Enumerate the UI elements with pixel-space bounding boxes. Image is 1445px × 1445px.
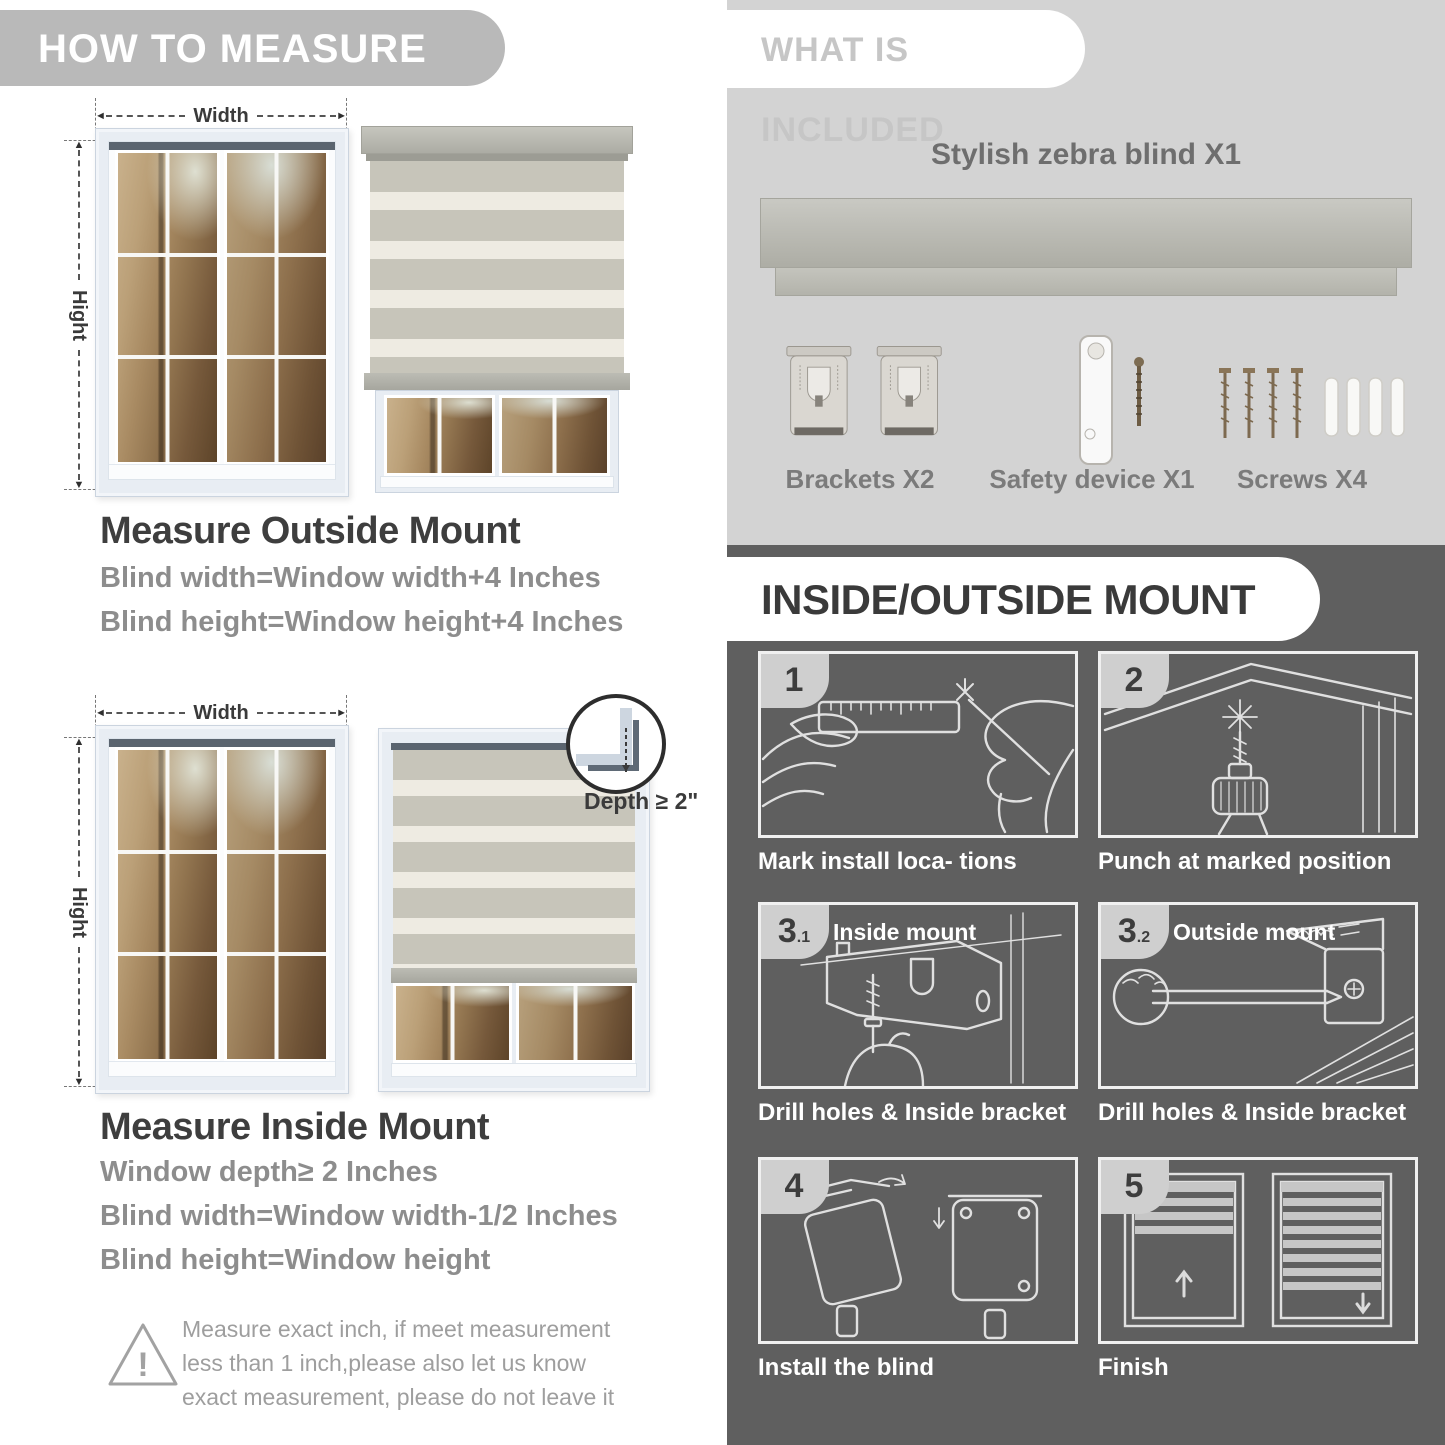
peek-door-left [384, 395, 495, 476]
step-4-panel [758, 1157, 1078, 1344]
how-to-measure-header: HOW TO MEASURE [0, 10, 505, 86]
blind-stripes [370, 161, 624, 373]
window-illustration-inside [95, 725, 349, 1094]
brackets-icon [785, 342, 945, 446]
dashed-line [106, 712, 185, 714]
how-to-measure-section [0, 0, 722, 1445]
dashed-line [106, 115, 185, 117]
window-door-right [224, 747, 329, 1062]
window-head-strip [109, 739, 335, 747]
warning-text: Measure exact inch, if meet measurement less than 1 inch,please also let us know exact measurement, please do not leave it [182, 1316, 615, 1410]
window-glass [115, 747, 329, 1062]
window-door-right [516, 983, 635, 1063]
what-is-included-header: WHAT IS INCLUDED [727, 10, 1085, 88]
depth-magnifier-icon [566, 694, 666, 794]
inside-height-rule: Blind height=Window height [100, 1244, 491, 1276]
window-corner-detail [570, 698, 654, 782]
width-measure-outside [95, 106, 347, 126]
step-5-panel [1098, 1157, 1418, 1344]
mount-guide-section [727, 545, 1445, 1445]
step-3-1 [758, 902, 1078, 1127]
step-3-1-panel [758, 902, 1078, 1089]
brackets-label: Brackets X2 [785, 464, 935, 494]
peek-door-right [499, 395, 610, 476]
window-door-right [224, 150, 329, 465]
blind-headrail-image [760, 198, 1412, 268]
safety-device-label: Safety device X1 [989, 464, 1195, 494]
safety-device-icon [1055, 334, 1165, 469]
dashed-line [257, 115, 336, 117]
step-4-caption: Install the blind [758, 1354, 935, 1381]
window-sill [109, 1061, 335, 1076]
step-3-2-badge: 3 .2 [1101, 905, 1169, 959]
outside-mount-heading: Measure Outside Mount [100, 510, 521, 552]
width-label: Width [193, 701, 249, 724]
dashed-line [78, 747, 80, 877]
step-3-2 [1098, 902, 1418, 1127]
dashed-line [78, 150, 80, 280]
step-1 [758, 651, 1078, 876]
step-2-caption: Punch at marked position [1098, 848, 1392, 875]
peek-sill [380, 476, 614, 488]
step-5-caption: Finish [1098, 1354, 1169, 1381]
step-2 [1098, 651, 1418, 876]
blind-headrail-lip [366, 154, 628, 161]
step-4-badge: 4 [761, 1160, 829, 1214]
dashed-line [78, 350, 80, 480]
window-glass [393, 983, 635, 1063]
window-sash-bar [391, 1063, 637, 1077]
warning-triangle-icon [103, 1318, 183, 1394]
width-measure-inside [95, 703, 347, 723]
step-1-panel [758, 651, 1078, 838]
blind-bottom-rail [391, 968, 637, 983]
window-peek-below-blind [375, 390, 619, 493]
window-sill [109, 464, 335, 479]
step-5 [1098, 1157, 1418, 1382]
arrow-up-icon: ▲ [73, 139, 85, 151]
depth-callout-label: Depth ≥ 2" [584, 788, 699, 814]
blind-headrail [361, 126, 633, 154]
arrow-left-icon: ◄ [95, 110, 106, 122]
outside-height-rule: Blind height=Window height+4 Inches [100, 606, 624, 638]
arrow-down-icon: ▼ [73, 1076, 85, 1088]
outside-width-rule: Blind width=Window width+4 Inches [100, 562, 601, 594]
window-door-left [393, 983, 512, 1063]
height-label: Hight [68, 289, 91, 341]
arrow-down-icon: ▼ [73, 479, 85, 491]
zebra-blind-outside-illustration [361, 126, 633, 498]
inside-depth-rule: Window depth≥ 2 Inches [100, 1156, 438, 1188]
dashed-line [257, 712, 336, 714]
window-glass [115, 150, 329, 465]
step-3-2-title: Outside mount [1173, 919, 1336, 945]
height-measure-outside [68, 140, 90, 490]
step-3-1-title: Inside mount [833, 919, 977, 945]
warning-exclamation: ! [137, 1346, 149, 1384]
arrow-right-icon: ► [336, 110, 348, 122]
step-3-1-caption: Drill holes & Inside bracket [758, 1099, 1067, 1126]
blind-bottom-rail [364, 373, 630, 390]
step-1-badge: 1 [761, 654, 829, 708]
step-3-2-caption: Drill holes & Inside bracket [1098, 1099, 1407, 1126]
window-door-left [115, 747, 220, 1062]
width-label: Width [193, 104, 249, 127]
step-1-caption: Mark install loca- tions [758, 848, 1017, 875]
screws-icon [1215, 366, 1411, 448]
blind-headrail-lip-image [775, 268, 1397, 296]
product-title: Stylish zebra blind X1 [930, 138, 1242, 171]
step-3-1-badge: 3 .1 [761, 905, 829, 959]
arrow-up-icon: ▲ [73, 736, 85, 748]
window-sash [108, 738, 336, 1077]
window-illustration-outside [95, 128, 349, 497]
window-sash [108, 141, 336, 480]
step-4 [758, 1157, 1078, 1382]
window-head-strip [109, 142, 335, 150]
window-door-left [115, 150, 220, 465]
arrow-left-icon: ◄ [95, 707, 106, 719]
arrow-right-icon: ► [336, 707, 348, 719]
dashed-line [78, 947, 80, 1077]
screws-label: Screws X4 [1236, 464, 1368, 494]
step-2-badge: 2 [1101, 654, 1169, 708]
what-is-included-section [727, 0, 1445, 545]
height-label: Hight [68, 886, 91, 938]
step-2-panel [1098, 651, 1418, 838]
step-3-2-panel [1098, 902, 1418, 1089]
mount-guide-header: INSIDE/OUTSIDE MOUNT [727, 557, 1320, 641]
inside-mount-heading: Measure Inside Mount [100, 1106, 490, 1148]
step-5-badge: 5 [1101, 1160, 1169, 1214]
height-measure-inside [68, 737, 90, 1087]
inside-width-rule: Blind width=Window width-1/2 Inches [100, 1200, 618, 1232]
